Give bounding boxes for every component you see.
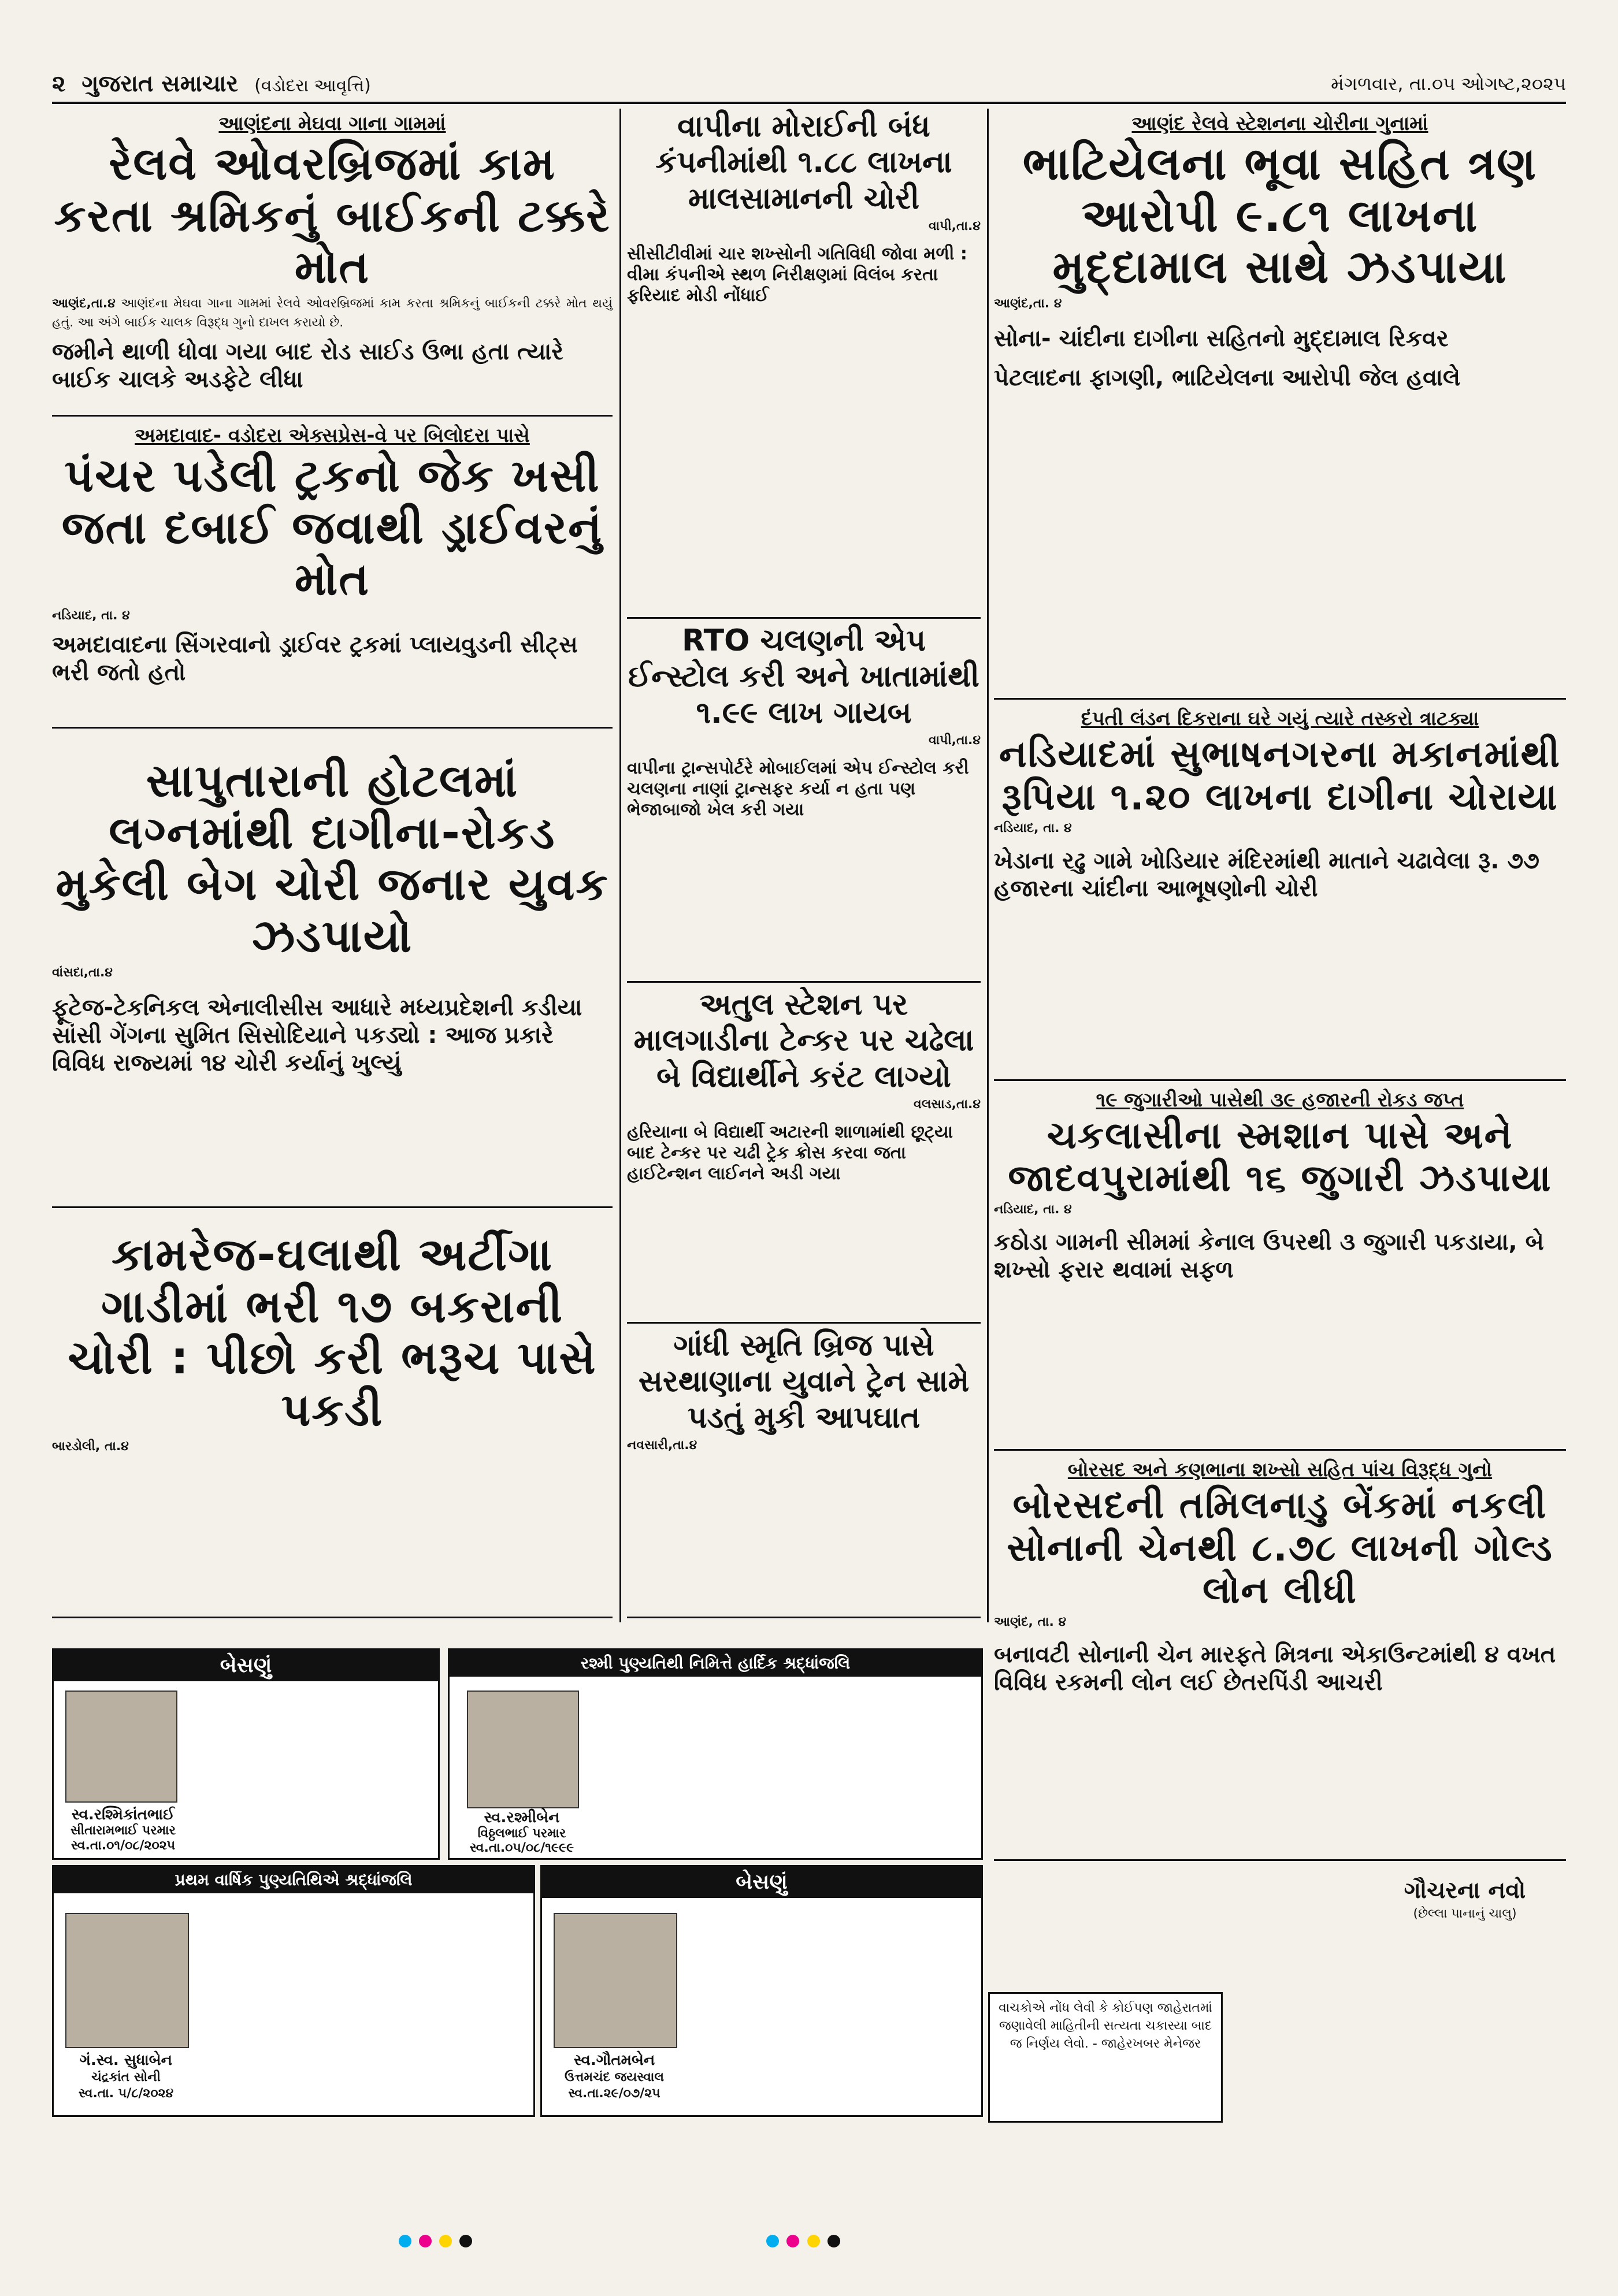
portrait-photo [65, 1913, 189, 2048]
column-middle [627, 109, 981, 1640]
cyan-mark [766, 2235, 779, 2247]
story-subhead: વાપીના ટ્રાન્સપોર્ટરે મોબાઈલમાં એપ ઈન્સ્ટોલ કરી ચલણના નાણાં ટ્રાન્સફર કર્યા ન હતા પણ ભેજાબાજો ખેલ કરી ગયા [627, 758, 969, 820]
story-dateline: આણંદ,તા. ૪ [994, 296, 1062, 311]
story-dateline: વાંસદા,તા.૪ [52, 965, 113, 980]
ad-subname: ઉત્તમચંદ જયસ્વાલ [565, 2070, 664, 2085]
paper-title: ગુજરાત સમાચાર [81, 70, 239, 97]
story-headline: બોરસદની તમિલનાડુ બેંકમાં નકલી સોનાની ચેનથી ૮.૭૮ લાખની ગોલ્ડ લોન લીધી [1007, 1484, 1553, 1613]
story-dateline: નડિયાદ, તા. ૪ [994, 1202, 1072, 1217]
ad-date: સ્વ.તા.૦૧/૦૮/૨૦૨૫ [70, 1838, 176, 1853]
advertising-disclaimer: વાચકોએ નોંધ લેવી કે કોઈપણ જાહેરાતમાં જણાવેલી માહિતીની સત્યતા ચકાસ્યા બાદ જ નિર્ણય લેવો. - જાહેરખબર મેનેજર [988, 1992, 1223, 2123]
besnu-ad-2 [540, 1865, 983, 2117]
column-left [52, 109, 613, 1640]
story-headline: સાપુતારાની હોટલમાં લગ્નમાંથી દાગીના-રોકડ મુકેલી બેગ ચોરી જનાર યુવક ઝડપાયો [55, 755, 609, 963]
punyatithi-ad [52, 1865, 535, 2117]
story-worker-death [52, 109, 613, 417]
ad-date: સ્વ.તા.૨૯/૦૭/૨૫ [568, 2086, 660, 2101]
ad-title: બેસણું [54, 1650, 438, 1681]
story-subhead: અમદાવાદના સિંગરવાનો ડ્રાઈવર ટ્રકમાં પ્લાયવુડની સીટ્સ ભરી જતો હતો [52, 631, 578, 686]
story-nadiad-theft [994, 704, 1566, 1081]
page-number: ૨ [52, 70, 66, 97]
story-kicker: આણંદના મેઘવા ગાના ગામમાં [218, 112, 446, 135]
story-kicker: બોરસદ અને કણભાના શખ્સો સહિત પાંચ વિરૂદ્ધ ગુનો [1067, 1458, 1493, 1481]
ad-title: પ્રથમ વાર્ષિક પુણ્યતિથિએ શ્રદ્ધાંજલિ [54, 1867, 533, 1893]
story-dateline: નડિયાદ, તા. ૪ [994, 821, 1072, 836]
story-subhead: બનાવટી સોનાની ચેન મારફતે મિત્રના એકાઉન્ટમાંથી ૪ વખત વિવિધ રકમની લોન લઈ છેતરપિંડી આચરી [994, 1641, 1556, 1696]
ad-date: સ્વ.તા. ૫/૮/૨૦૨૪ [78, 2086, 174, 2101]
story-dateline: નડિયાદ, તા. ૪ [52, 608, 130, 623]
issue-date: મંગળવાર, તા.૦૫ ઓગષ્ટ,૨૦૨૫ [1331, 73, 1566, 95]
ad-name: ગં.સ્વ. સુધાબેન [79, 2052, 173, 2069]
masthead-left [52, 70, 371, 97]
ad-name: સ્વ.રશ્મિકાંતભાઈ [71, 1806, 175, 1823]
story-goat-theft [52, 1212, 613, 1618]
ad-title: રશ્મી પુણ્યતિથી નિમિત્તે હાર્દિક શ્રદ્ધાંજલિ [450, 1650, 981, 1677]
column-right [994, 109, 1566, 1957]
portrait-photo [65, 1691, 177, 1803]
story-atul-current [627, 987, 981, 1324]
magenta-mark [419, 2235, 432, 2247]
story-dateline: વાપી,તા.૪ [929, 219, 981, 234]
ad-name: સ્વ.ગૌતમબેન [573, 2052, 655, 2069]
story-continued: (છેલ્લા પાનાનું ચાલુ) [1413, 1907, 1517, 1921]
story-subhead: ખેડાના રઢુ ગામે ખોડિયાર મંદિરમાંથી માતાને ચઢાવેલા રૂ. ૭૭ હજારના ચાંદીના આભૂષણોની ચોરી [994, 848, 1539, 902]
story-headline: રેલવે ઓવરબ્રિજમાં કામ કરતા શ્રમિકનું બાઈકની ટક્કરે મોત [54, 138, 611, 294]
story-subhead: હરિયાના બે વિદ્યાર્થી અટારની શાળામાંથી છૂટ્યા બાદ ટેન્કર પર ચઢી ટ્રેક ક્રોસ કરવા જતા હાઈટેન્શન લાઈનને અડી ગયા [627, 1122, 953, 1184]
story-kicker: આણંદ રેલવે સ્ટેશનના ચોરીના ગુનામાં [1131, 112, 1428, 135]
ad-subname: વિઠ્ઠલભાઈ પરમાર [477, 1826, 566, 1841]
ad-name: સ્વ.રશ્મીબેન [484, 1809, 560, 1826]
story-headline: ગાંધી સ્મૃતિ બ્રિજ પાસે સરથાણાના યુવાને ટ્રેન સામે પડતું મુકી આપઘાત [638, 1328, 970, 1435]
story-headline: નડિયાદમાં સુભાષનગરના મકાનમાંથી રૂપિયા ૧.૨૦ લાખના દાગીના ચોરાયા [999, 733, 1561, 819]
story-subhead: સીસીટીવીમાં ચાર શખ્સોની ગતિવિધી જોવા મળી : વીમા કંપનીએ સ્થળ નિરીક્ષણમાં વિલંબ કરતા ફરિયાદ મોડી નોંધાઈ [627, 244, 967, 306]
newspaper-page [52, 68, 1566, 2241]
story-subhead: ફૂટેજ-ટેકનિકલ એનાલીસીસ આધારે મધ્યપ્રદેશની કડીયા સાંસી ગેંગના સુમિત સિસોદિયાને પકડ્યો : આજ પ્રકારે વિવિધ રાજ્યમાં ૧૪ ચોરી કર્યાનું ખુલ્યું [52, 994, 582, 1076]
masthead [52, 68, 1566, 104]
story-vapi-company-theft [627, 109, 981, 619]
story-subhead: સોના- ચાંદીના દાગીના સહિતનો મુદ્દામાલ રિકવર [994, 325, 1449, 352]
story-dateline: બારડોલી, તા.૪ [52, 1439, 129, 1454]
story-gamblers [994, 1085, 1566, 1451]
story-dateline: વાપી,તા.૪ [929, 733, 981, 748]
story-bhatiyel-accused [994, 109, 1566, 700]
story-headline: પંચર પડેલી ટ્રકનો જેક ખસી જતા દબાઈ જવાથી ડ્રાઈવરનું મોત [61, 450, 603, 606]
yellow-mark [439, 2235, 452, 2247]
story-subhead: કઠોડા ગામની સીમમાં કેનાલ ઉપરથી ૩ જુગારી પકડાયા, બે શખ્સો ફરાર થવામાં સફળ [994, 1229, 1544, 1284]
story-kicker: દંપતી લંડન દિકરાના ઘરે ગયું ત્યારે તસ્કરો ત્રાટક્યા [1081, 707, 1479, 730]
story-suicide-train [627, 1328, 981, 1618]
story-body: આણંદ,તા.૪ આણંદના મેઘવા ગાના ગામમાં રેલવે ઓવરબ્રિજમાં કામ કરતા શ્રમિકનું બાઈકની ટક્કરે મોત થયું હતું. આ અંગે બાઈક ચાલક વિરૂદ્ધ ગુનો દાખલ કરાયો છે. [52, 296, 613, 330]
besnu-ad-1 [52, 1648, 440, 1860]
story-subhead: જમીને થાળી ધોવા ગયા બાદ રોડ સાઈડ ઉભા હતા ત્યારે બાઈક ચાલકે અડફેટે લીધા [52, 339, 563, 393]
story-gold-loan-fraud [994, 1455, 1566, 1861]
portrait-photo [554, 1913, 677, 2048]
ad-date: સ્વ.તા.૦૫/૦૮/૧૯૯૯ [469, 1841, 574, 1855]
story-headline: અતુલ સ્ટેશન પર માલગાડીના ટેન્કર પર ચઢેલા બે વિદ્યાર્થીને કરંટ લાગ્યો [633, 987, 974, 1094]
cyan-mark [399, 2235, 411, 2247]
story-gaucharan [1364, 1877, 1566, 1946]
story-saputara-theft [52, 733, 613, 1208]
story-headline: RTO ચલણની એપ ઈન્સ્ટોલ કરી અને ખાતામાંથી ૧.૯૯ લાખ ગાયબ [628, 623, 979, 730]
ad-subname: ચંદ્રકાંત સોની [91, 2070, 161, 2085]
story-kicker: ૧૯ જુગારીઓ પાસેથી ૩૯ હજારની રોકડ જપ્ત [1096, 1088, 1464, 1112]
story-subhead-2: પેટલાદના ફાગણી, ભાટિયેલના આરોપી જેલ હવાલે [994, 365, 1461, 392]
story-truck-jack [52, 421, 613, 729]
story-dateline: આણંદ, તા. ૪ [994, 1614, 1067, 1629]
story-headline: ભાટિયેલના ભૂવા સહિત ત્રણ આરોપી ૯.૮૧ લાખના મુદ્દામાલ સાથે ઝડપાયા [1022, 138, 1538, 294]
yellow-mark [807, 2235, 820, 2247]
shraddhanjali-ad [448, 1648, 983, 1860]
registration-marks [52, 2235, 1566, 2252]
story-dateline: નવસારી,તા.૪ [627, 1438, 697, 1453]
black-mark [827, 2235, 840, 2247]
edition: (વડોદરા આવૃત્તિ) [254, 76, 371, 96]
story-rto-app-fraud [627, 623, 981, 983]
story-headline: ચકલાસીના સ્મશાન પાસે અને જાદવપુરામાંથી ૧૬ જુગારી ઝડપાયા [1008, 1114, 1552, 1200]
story-headline: કામરેજ-ઘલાથી અર્ટીગા ગાડીમાં ભરી ૧૭ બકરાની ચોરી : પીછો કરી ભરૂચ પાસે પકડી [68, 1229, 597, 1437]
magenta-mark [786, 2235, 799, 2247]
story-headline: ગૌચરના નવો [1404, 1877, 1526, 1904]
column-rule [987, 109, 989, 1622]
story-kicker: અમદાવાદ- વડોદરા એક્સપ્રેસ-વે પર બિલોદરા પાસે [135, 424, 530, 447]
ad-title: બેસણું [542, 1867, 981, 1898]
ad-subname: સીતારામભાઈ પરમાર [70, 1823, 176, 1838]
black-mark [459, 2235, 472, 2247]
story-headline: વાપીના મોરાઈની બંધ કંપનીમાંથી ૧.૮૮ લાખના માલસામાનની ચોરી [655, 109, 952, 216]
story-dateline: વલસાડ,તા.૪ [914, 1097, 981, 1112]
column-rule [619, 109, 621, 1622]
portrait-photo [467, 1691, 579, 1808]
